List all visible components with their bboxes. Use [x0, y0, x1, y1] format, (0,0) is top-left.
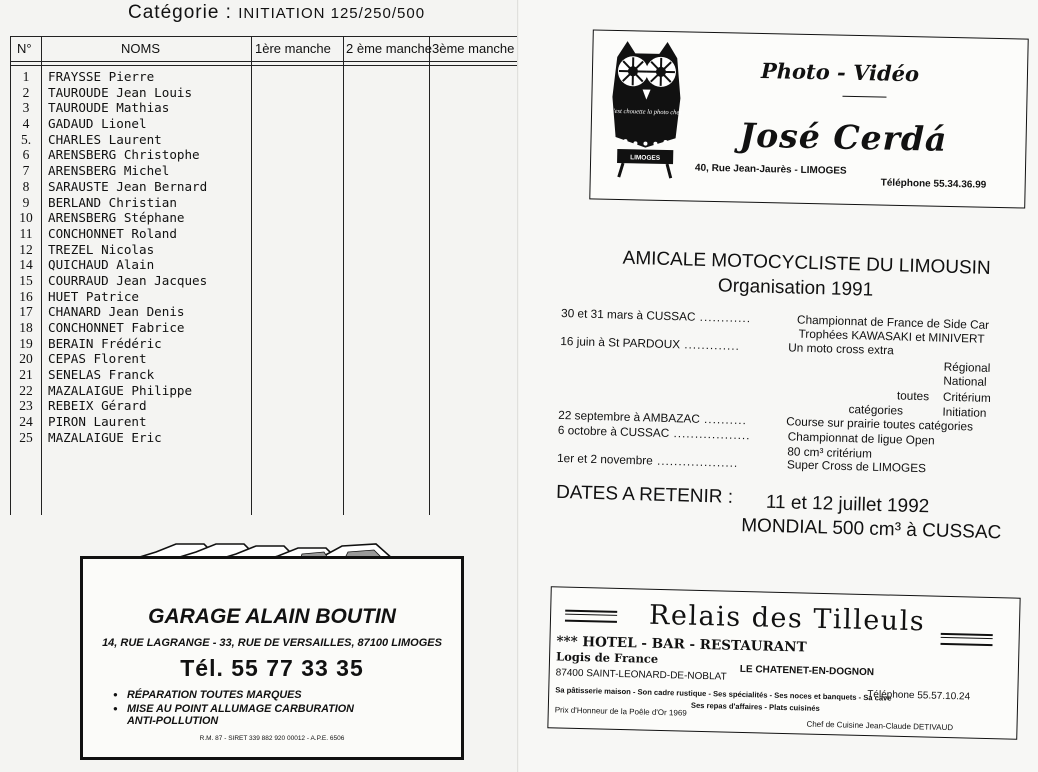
table-row — [11, 147, 251, 163]
event-description: Championnat de ligue Open — [787, 429, 935, 448]
relais-prize: Prix d'Honneur de la Poêle d'Or 1969 — [554, 705, 687, 718]
amicale-section — [555, 246, 1033, 544]
table-row — [11, 69, 251, 85]
owl-text: c'est chouette la photo chez — [610, 107, 682, 117]
rider-number: 14 — [19, 257, 33, 273]
rider-number: 19 — [19, 335, 33, 351]
category-value: INITIATION 125/250/500 — [238, 5, 426, 22]
garage-service: ANTI-POLLUTION — [127, 715, 219, 727]
event-description: Un moto cross extra — [788, 340, 894, 358]
owl-logo — [605, 37, 688, 183]
leader-dots: ............. — [679, 337, 741, 353]
col-divider — [429, 37, 430, 515]
rider-number: 12 — [19, 241, 33, 257]
leader-dots: ................... — [652, 453, 739, 470]
photo-phone: Téléphone 55.34.36.99 — [880, 177, 987, 191]
rider-number: 5. — [20, 131, 32, 147]
header-divider — [11, 61, 519, 62]
leader-dots: ............ — [695, 309, 752, 326]
event-date — [557, 451, 739, 470]
relais-name: Relais des Tilleuls — [648, 599, 926, 638]
relais-hotel-label: HOTEL - BAR - RESTAURANT — [582, 634, 807, 656]
rider-name: REBEIX Gérard — [48, 398, 147, 414]
header-round-2: 2 ème manche — [346, 41, 432, 56]
rider-name: BERAIN Frédéric — [48, 335, 162, 351]
rider-name: TAUROUDE Mathias — [48, 100, 170, 116]
table-row — [11, 430, 251, 446]
table-row — [11, 304, 251, 320]
relais-ad — [547, 586, 1020, 739]
rider-number: 4 — [22, 116, 30, 132]
table-row — [11, 100, 251, 116]
table-row — [11, 195, 251, 211]
table-row — [11, 383, 251, 399]
col-divider — [343, 37, 344, 515]
rider-number: 11 — [19, 225, 33, 241]
table-body — [11, 69, 251, 446]
amicale-organisation: Organisation 1991 — [717, 275, 874, 301]
rider-number: 25 — [19, 429, 33, 445]
event-description: toutes — [896, 388, 930, 404]
garage-phone: Tél. 55 77 33 35 — [180, 655, 364, 681]
event-description: Critérium — [942, 389, 991, 406]
category-label: Catégorie : — [128, 2, 232, 23]
rider-name: ARENSBERG Christophe — [48, 147, 200, 163]
rider-number: 15 — [19, 272, 33, 288]
table-row — [11, 85, 251, 101]
photo-title: Photo - Vidéo — [760, 57, 920, 87]
mondial-label: MONDIAL 500 cm³ à CUSSAC — [740, 515, 1002, 544]
relais-stars: *** — [556, 633, 578, 650]
table-row — [11, 132, 251, 148]
table-row — [11, 367, 251, 383]
rider-number: 10 — [19, 210, 33, 226]
relais-meals: Ses repas d'affaires - Plats cuisinés — [690, 700, 820, 713]
table-row — [11, 242, 251, 258]
rider-name: CEPAS Florent — [48, 351, 147, 367]
table-row — [11, 116, 251, 132]
garage-service: ● MISE AU POINT ALLUMAGE CARBURATION — [127, 703, 354, 715]
event-date-text: 30 et 31 mars à CUSSAC — [560, 305, 696, 324]
event-date-text: 6 octobre à CUSSAC — [557, 422, 670, 441]
relais-village: LE CHATENET-EN-DOGNON — [739, 663, 875, 679]
event-description: 80 cm³ critérium — [787, 444, 873, 461]
table-row — [11, 226, 251, 242]
rider-name: PIRON Laurent — [48, 414, 147, 430]
event-description: Trophées KAWASAKI et MINIVERT — [798, 326, 985, 346]
photo-name: José Cerdá — [739, 115, 948, 159]
rider-number: 23 — [19, 398, 33, 414]
table-row — [11, 210, 251, 226]
results-table — [10, 36, 519, 515]
event-description: Championnat de France de Side Car — [796, 312, 990, 332]
rider-number: 18 — [19, 320, 33, 335]
rider-name: MAZALAIGUE Philippe — [48, 382, 193, 398]
header-names: NOMS — [121, 41, 160, 56]
date-retain: 11 et 12 juillet 1992 — [765, 491, 930, 518]
dates-label: DATES A RETENIR : — [555, 481, 734, 508]
decor-bar — [940, 633, 992, 646]
amicale-title: AMICALE MOTOCYCLISTE DU LIMOUSIN — [622, 247, 991, 279]
table-row — [11, 398, 251, 414]
event-description: catégories — [848, 402, 904, 418]
event-date — [560, 334, 740, 353]
leader-dots: .......... — [699, 411, 748, 428]
photo-address: 40, Rue Jean-Jaurès - LIMOGES — [694, 162, 847, 177]
table-row — [11, 179, 251, 195]
leader-dots: .................. — [669, 426, 751, 443]
rider-number: 22 — [19, 382, 33, 398]
table-row — [11, 273, 251, 289]
relais-postal: 87400 SAINT-LEONARD-DE-NOBLAT — [555, 667, 727, 683]
event-date-text: 22 septembre à AMBAZAC — [558, 407, 701, 426]
decor-bar — [565, 610, 617, 623]
relais-phone: Téléphone 55.57.10.24 — [867, 689, 971, 703]
rider-number: 9 — [22, 194, 30, 210]
right-page — [519, 0, 1038, 772]
rider-name: CHANARD Jean Denis — [48, 304, 185, 320]
header-divider-double — [11, 65, 519, 66]
category-heading — [128, 2, 425, 24]
table-row — [11, 336, 251, 352]
header-round-3: 3ème manche — [432, 41, 515, 56]
rider-number: 6 — [22, 147, 30, 163]
table-row — [11, 163, 251, 179]
relais-logis: Logis de France — [555, 649, 659, 666]
rider-name: BERLAND Christian — [48, 194, 177, 210]
rider-number: 1 — [22, 69, 30, 84]
rider-number: 7 — [22, 163, 30, 179]
photo-underline — [842, 96, 886, 98]
header-number: N° — [17, 41, 32, 56]
rider-name: GADAUD Lionel — [48, 116, 147, 132]
rider-name: HUET Patrice — [48, 288, 139, 304]
rider-name: SARAUSTE Jean Bernard — [48, 178, 208, 194]
rider-name: SENELAS Franck — [48, 367, 155, 383]
event-date-text: 1er et 2 novembre — [556, 450, 653, 468]
rider-name: CONCHONNET Roland — [48, 225, 177, 241]
owl-sign: LIMOGES — [630, 154, 661, 162]
rider-name: ARENSBERG Michel — [48, 163, 170, 179]
event-description: Régional — [943, 359, 991, 375]
garage-service: ● RÉPARATION TOUTES MARQUES — [127, 689, 302, 701]
garage-ad — [80, 556, 464, 760]
rider-name: QUICHAUD Alain — [48, 257, 155, 273]
table-row — [11, 289, 251, 305]
rider-name: ARENSBERG Stéphane — [48, 210, 185, 226]
garage-name: GARAGE ALAIN BOUTIN — [148, 605, 396, 628]
col-divider — [251, 37, 252, 515]
relais-chef: Chef de Cuisine Jean-Claude DETIVAUD — [806, 719, 954, 733]
rider-number: 16 — [19, 288, 33, 304]
relais-specialties: Sa pâtisserie maison - Son cadre rustique - Ses spécialités - Ses noces et banquets - Sa cave — [555, 685, 892, 703]
event-date-text: 16 juin à St PARDOUX — [560, 333, 681, 352]
table-row — [11, 257, 251, 273]
rider-number: 20 — [19, 351, 33, 367]
table-row — [11, 351, 251, 367]
rider-name: CHARLES Laurent — [48, 131, 162, 147]
event-description: Course sur prairie toutes catégories — [785, 414, 974, 434]
photo-ad — [589, 29, 1028, 208]
event-description: Super Cross de LIMOGES — [786, 457, 927, 476]
rider-name: TAUROUDE Jean Louis — [48, 84, 193, 100]
table-row — [11, 320, 251, 336]
garage-registration: R.M. 87 - SIRET 339 882 920 00012 - A.P.E. 6506 — [199, 735, 345, 742]
rider-number: 24 — [19, 414, 33, 430]
table-row — [11, 414, 251, 430]
rider-number: 8 — [22, 178, 30, 194]
rider-name: CONCHONNET Fabrice — [48, 320, 185, 335]
event-description: National — [943, 373, 987, 389]
rider-name: TREZEL Nicolas — [48, 241, 155, 257]
rider-number: 21 — [19, 367, 33, 383]
rider-name: COURRAUD Jean Jacques — [48, 272, 208, 288]
header-round-1: 1ère manche — [255, 41, 331, 56]
rider-number: 3 — [22, 100, 30, 116]
rider-number: 2 — [22, 84, 30, 100]
event-date — [561, 306, 751, 325]
event-description: Initiation — [942, 404, 987, 420]
rider-number: 17 — [19, 304, 33, 320]
rider-name: MAZALAIGUE Eric — [48, 429, 162, 445]
garage-address: 14, RUE LAGRANGE - 33, RUE DE VERSAILLES, 87100 LIMOGES — [102, 637, 442, 649]
rider-name: FRAYSSE Pierre — [48, 69, 155, 84]
